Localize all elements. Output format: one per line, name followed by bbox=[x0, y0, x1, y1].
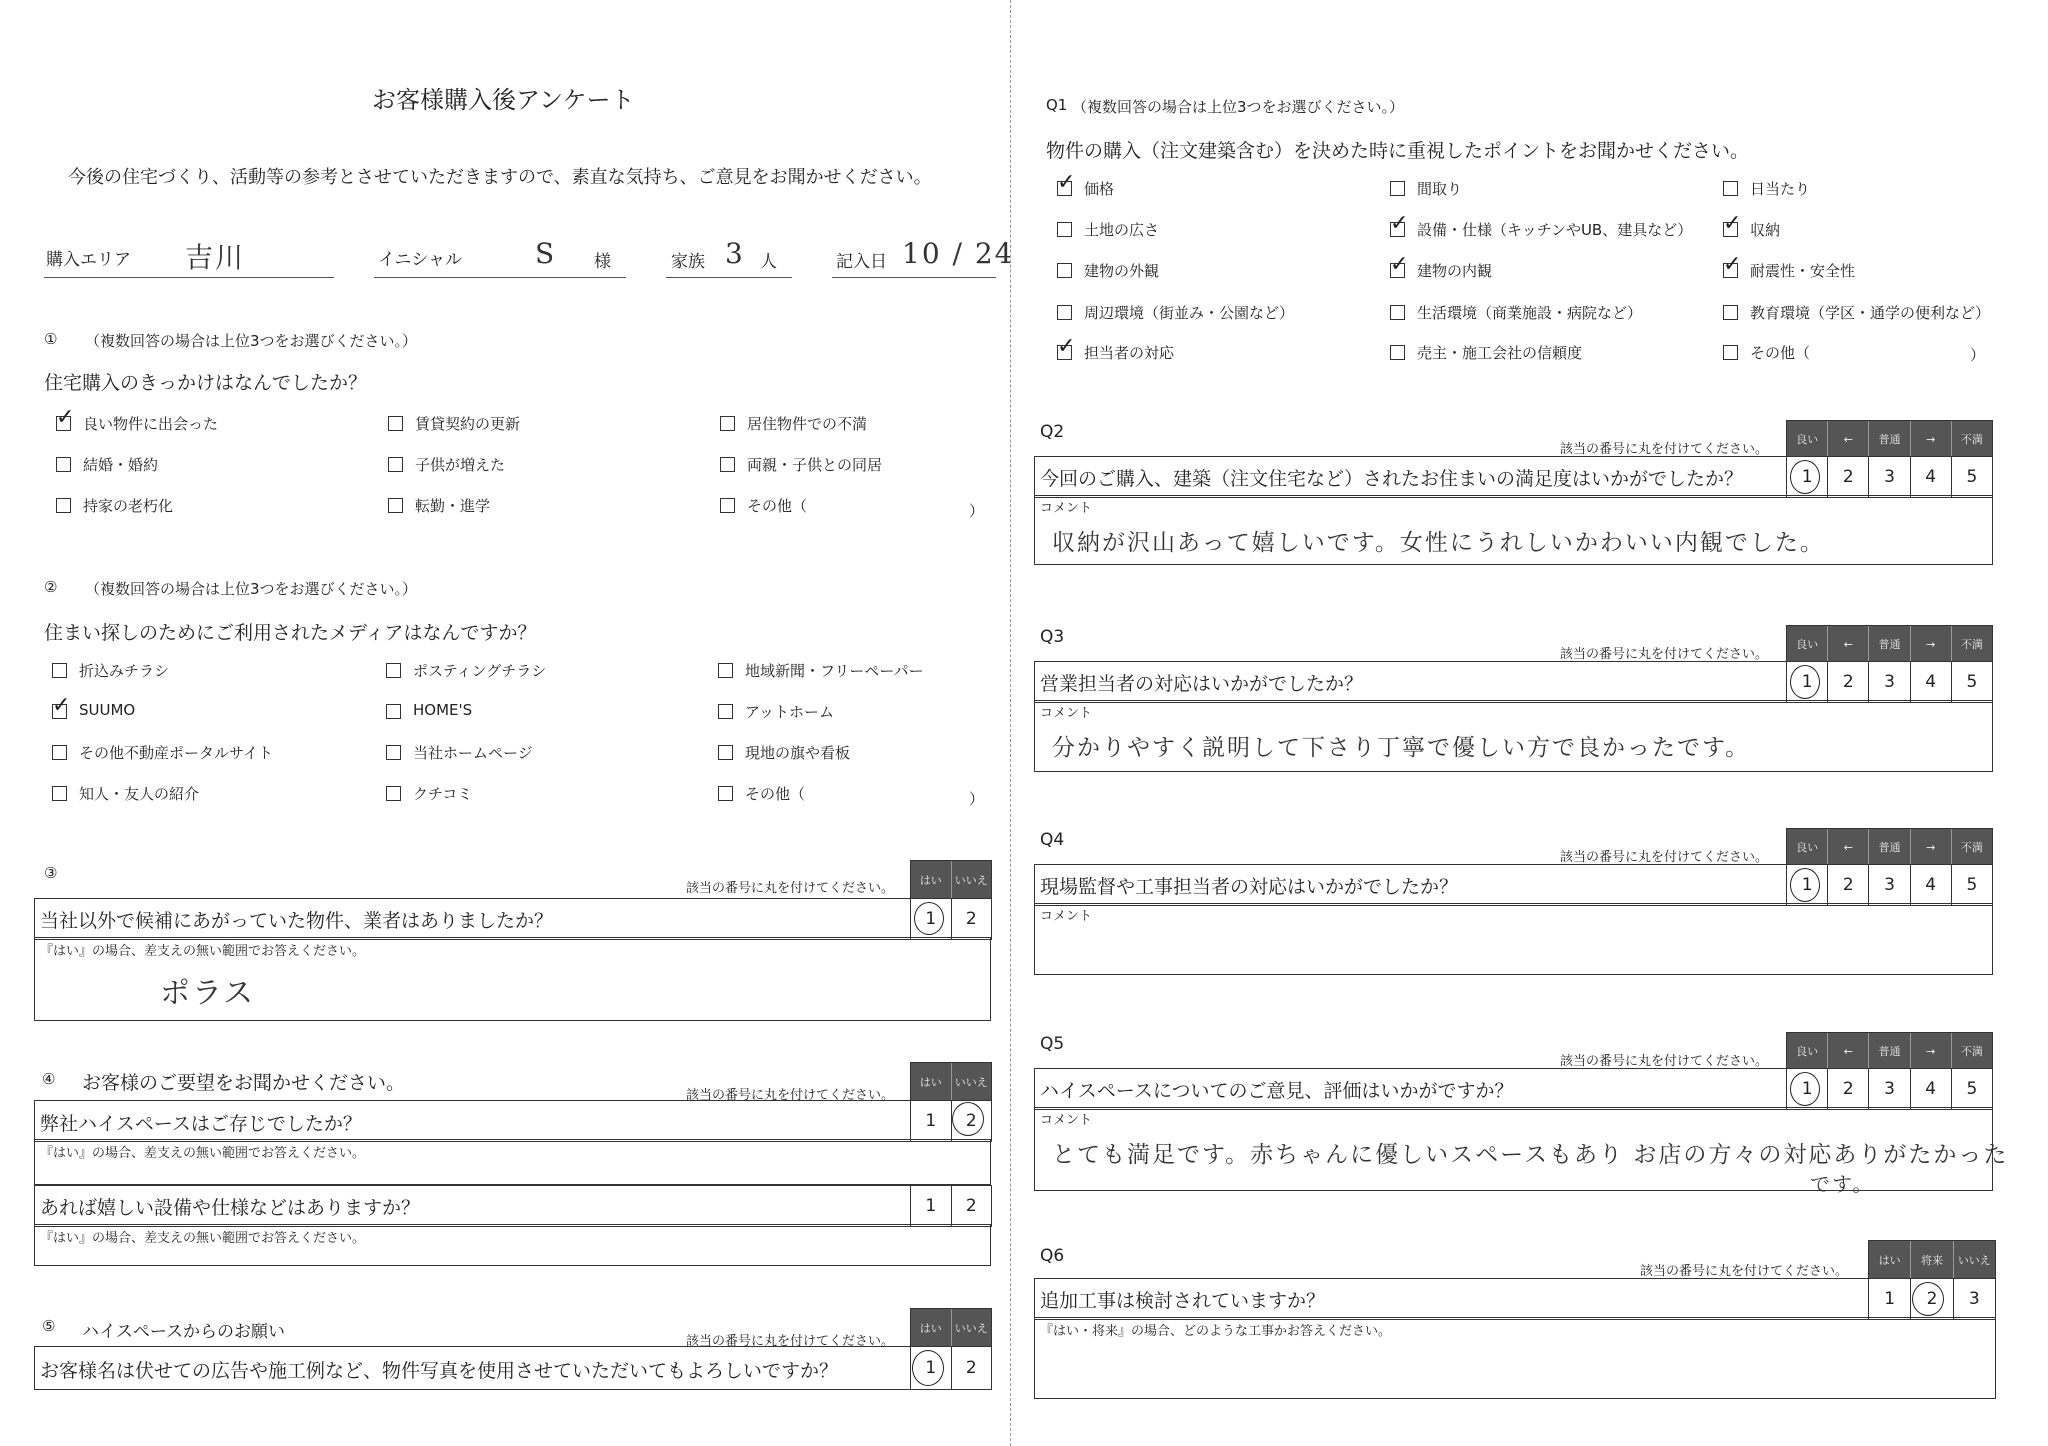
s1-checkbox-3[interactable] bbox=[720, 416, 735, 431]
s4-q2-option-2[interactable]: 2 bbox=[951, 1186, 992, 1226]
q1-option-label: 売主・施工会社の信頼度 bbox=[1417, 344, 1583, 362]
q6-header-future: 将来 bbox=[1910, 1241, 1952, 1279]
q5-comment-label: コメント bbox=[1040, 1113, 1093, 1128]
q3-selected-circle bbox=[1790, 665, 1820, 699]
q1-checkbox-14[interactable] bbox=[1390, 345, 1405, 360]
s3-yes-note: 『はい』の場合、差支えの無い範囲でお答えください。 bbox=[40, 944, 366, 959]
q6-selected-circle bbox=[1912, 1282, 1944, 1316]
q1-checkbox-5[interactable] bbox=[1390, 222, 1405, 237]
rating-header-cell: 不満 bbox=[1951, 421, 1992, 457]
initial-suffix: 様 bbox=[594, 252, 611, 272]
yes-header: はい bbox=[919, 1076, 942, 1089]
no-header: いいえ bbox=[951, 1063, 992, 1101]
q3-rating-header bbox=[1786, 625, 1993, 662]
q1-option-label: 耐震性・安全性 bbox=[1750, 262, 1856, 280]
q1-question: 物件の購入（注文建築含む）を決めた時に重視したポイントをお聞かせください。 bbox=[1046, 140, 1750, 162]
q1-checkbox-13[interactable] bbox=[1057, 345, 1072, 360]
s1-option-label: 両親・子供との同居 bbox=[747, 456, 883, 474]
s2-option-label: その他（ bbox=[745, 785, 806, 803]
rating-header-cell: 不満 bbox=[1951, 829, 1992, 865]
s2-checkbox-5[interactable] bbox=[386, 704, 401, 719]
q4-comment-box[interactable] bbox=[1034, 903, 1993, 975]
q2-label: Q2 bbox=[1040, 422, 1065, 442]
q4-circle-note: 該当の番号に丸を付けてください。 bbox=[1560, 850, 1769, 865]
q3-comment-label: コメント bbox=[1040, 706, 1093, 721]
s1-checkbox-2[interactable] bbox=[388, 416, 403, 431]
q5-comment-continued: です。 bbox=[1810, 1172, 1875, 1196]
s2-question: 住まい探しのためにご利用されたメディアはなんですか？ bbox=[44, 622, 537, 644]
rating-header-cell: 良い bbox=[1796, 433, 1819, 446]
s2-option-label: クチコミ bbox=[413, 785, 473, 803]
q1-checkbox-10[interactable] bbox=[1057, 305, 1072, 320]
s1-option-label: その他（ bbox=[747, 497, 808, 515]
q5-rating-option-5[interactable]: 5 bbox=[1951, 1069, 1992, 1109]
s2-checkbox-12[interactable] bbox=[718, 786, 733, 801]
s1-question: 住宅購入のきっかけはなんでしたか？ bbox=[44, 372, 368, 394]
s3-answer: ポラス bbox=[160, 976, 256, 1011]
rating-header-cell: → bbox=[1910, 421, 1951, 457]
q1-label: Q1 bbox=[1046, 96, 1068, 114]
s2-option-label: ポスティングチラシ bbox=[413, 662, 547, 680]
q1-checkbox-15[interactable] bbox=[1723, 345, 1738, 360]
q2-question: 今回のご購入、建築（注文住宅など）されたお住まいの満足度はいかがでしたか？ bbox=[1040, 468, 1744, 490]
q3-rating-option-2[interactable]: 2 bbox=[1827, 662, 1868, 702]
q5-rating-option-2[interactable]: 2 bbox=[1827, 1069, 1868, 1109]
q4-rating-option-5[interactable]: 5 bbox=[1951, 865, 1992, 905]
s4-q2-question: あれば嬉しい設備や仕様などはありますか？ bbox=[40, 1197, 421, 1219]
page-fold-line bbox=[1010, 0, 1011, 1446]
s3-number: ③ bbox=[44, 864, 58, 882]
q3-rating-option-5[interactable]: 5 bbox=[1951, 662, 1992, 702]
q6-header bbox=[1868, 1240, 1996, 1279]
q1-option-label: 建物の外観 bbox=[1084, 262, 1160, 280]
q1-option-label: 教育環境（学区・通学の便利など） bbox=[1750, 304, 1991, 322]
q4-label: Q4 bbox=[1040, 830, 1065, 850]
s1-checkbox-4[interactable] bbox=[56, 457, 71, 472]
q1-option-label: 間取り bbox=[1417, 180, 1463, 198]
no-header: いいえ bbox=[951, 1309, 992, 1347]
s3-circle-note: 該当の番号に丸を付けてください。 bbox=[686, 881, 895, 896]
q1-option-label: 日当たり bbox=[1750, 180, 1811, 198]
rating-header-cell: ← bbox=[1827, 829, 1868, 865]
date-value: 10 / 24 bbox=[902, 237, 1015, 270]
s1-option-label: 結婚・婚約 bbox=[83, 456, 159, 474]
s1-number: ① bbox=[44, 330, 58, 348]
q5-rating-option-1[interactable]: 1 bbox=[1801, 1079, 1813, 1099]
q1-option-label: 建物の内観 bbox=[1417, 262, 1493, 280]
s2-option-label: アットホーム bbox=[745, 703, 834, 721]
q2-comment-label: コメント bbox=[1040, 501, 1093, 516]
q4-rating-option-3[interactable]: 3 bbox=[1868, 865, 1909, 905]
s2-option-label: SUUMO bbox=[79, 701, 136, 719]
q2-selected-circle bbox=[1790, 460, 1820, 494]
s1-checkbox-6[interactable] bbox=[720, 457, 735, 472]
s3-selected-circle bbox=[914, 902, 944, 935]
q6-option-2[interactable]: 2 bbox=[1910, 1279, 1952, 1319]
s1-option-label: 子供が増えた bbox=[415, 456, 506, 474]
q1-checkbox-6[interactable] bbox=[1723, 222, 1738, 237]
area-value: 吉川 bbox=[185, 241, 246, 274]
initial-value: S bbox=[535, 237, 557, 270]
q4-rating-option-4[interactable]: 4 bbox=[1910, 865, 1951, 905]
q1-checkbox-2[interactable] bbox=[1390, 181, 1405, 196]
s1-other-close: ） bbox=[969, 502, 985, 520]
s1-option-label: 賃貸契約の更新 bbox=[415, 415, 521, 433]
yes-header: はい bbox=[919, 874, 942, 887]
q1-checkbox-11[interactable] bbox=[1390, 305, 1405, 320]
s2-note: （複数回答の場合は上位3つをお選びください。） bbox=[85, 580, 418, 598]
s5-title: ハイスペースからのお願い bbox=[82, 1322, 285, 1342]
q5-rating-option-4[interactable]: 4 bbox=[1910, 1069, 1951, 1109]
s2-checkbox-6[interactable] bbox=[718, 704, 733, 719]
q3-comment: 分かりやすく説明して下さり丁寧で優しい方で良かったです。 bbox=[1052, 735, 1751, 761]
q6-option-1[interactable]: 1 bbox=[1884, 1289, 1896, 1309]
intro-text: 今後の住宅づくり、活動等の参考とさせていただきますので、素直な気持ち、ご意見をお聞かせください。 bbox=[68, 167, 932, 188]
q1-checkbox-1[interactable] bbox=[1057, 181, 1072, 196]
s1-checkbox-9[interactable] bbox=[720, 498, 735, 513]
q1-option-label: 設備・仕様（キッチンやUB、建具など） bbox=[1417, 221, 1693, 239]
s2-checkbox-3[interactable] bbox=[718, 663, 733, 678]
s3-option-1[interactable]: 1 bbox=[925, 909, 937, 929]
s1-note: （複数回答の場合は上位3つをお選びください。） bbox=[85, 332, 418, 350]
s5-selected-circle bbox=[912, 1350, 944, 1386]
rating-header-cell: 良い bbox=[1796, 841, 1819, 854]
s4-q2-option-1[interactable]: 1 bbox=[925, 1196, 937, 1216]
s1-checkbox-5[interactable] bbox=[388, 457, 403, 472]
s2-option-label: 地域新聞・フリーペーパー bbox=[745, 662, 924, 680]
q5-circle-note: 該当の番号に丸を付けてください。 bbox=[1560, 1054, 1769, 1069]
rating-header-cell: 普通 bbox=[1868, 626, 1909, 662]
rating-header-cell: 不満 bbox=[1951, 1033, 1992, 1069]
q4-comment-label: コメント bbox=[1040, 909, 1093, 924]
family-value: 3 bbox=[725, 237, 745, 270]
q1-checkbox-7[interactable] bbox=[1057, 263, 1072, 278]
q6-label: Q6 bbox=[1040, 1246, 1065, 1266]
q1-option-label: 生活環境（商業施設・病院など） bbox=[1417, 304, 1643, 322]
s2-checkbox-4[interactable] bbox=[52, 704, 67, 719]
s1-checkbox-1[interactable] bbox=[56, 416, 71, 431]
s1-option-label: 良い物件に出会った bbox=[83, 415, 219, 433]
s1-checkbox-8[interactable] bbox=[388, 498, 403, 513]
s2-checkbox-9[interactable] bbox=[718, 745, 733, 760]
s1-checkbox-7[interactable] bbox=[56, 498, 71, 513]
s5-header bbox=[910, 1308, 992, 1347]
q1-option-label: 土地の広さ bbox=[1084, 221, 1160, 239]
s3-option-2[interactable]: 2 bbox=[951, 899, 992, 939]
s3-question: 当社以外で候補にあがっていた物件、業者はありましたか？ bbox=[40, 910, 554, 932]
s5-option-2[interactable]: 2 bbox=[951, 1347, 992, 1389]
s4-q1-option-2[interactable]: 2 bbox=[951, 1101, 992, 1141]
yes-header: はい bbox=[919, 1322, 942, 1335]
rating-header-cell: ← bbox=[1827, 421, 1868, 457]
family-label: 家族 bbox=[671, 252, 705, 272]
q5-label: Q5 bbox=[1040, 1034, 1065, 1054]
s2-number: ② bbox=[44, 578, 58, 596]
rating-header-cell: → bbox=[1910, 626, 1951, 662]
q6-header-no: いいえ bbox=[1953, 1241, 1995, 1279]
q4-rating-option-1[interactable]: 1 bbox=[1801, 875, 1813, 895]
s2-other-close: ） bbox=[969, 790, 985, 808]
q1-checkbox-9[interactable] bbox=[1723, 263, 1738, 278]
family-suffix: 人 bbox=[760, 252, 777, 272]
q1-checkbox-12[interactable] bbox=[1723, 305, 1738, 320]
s4-number: ④ bbox=[42, 1070, 56, 1088]
q4-rating-header bbox=[1786, 828, 1993, 865]
s4-title: お客様のご要望をお聞かせください。 bbox=[82, 1072, 406, 1094]
s2-option-label: その他不動産ポータルサイト bbox=[79, 744, 273, 762]
q5-rating-header bbox=[1786, 1032, 1993, 1069]
q5-comment: とても満足です。赤ちゃんに優しいスペースもあり お店の方々の対応ありがたかった bbox=[1052, 1142, 2009, 1168]
rating-header-cell: ← bbox=[1827, 626, 1868, 662]
s2-option-label: 折込みチラシ bbox=[79, 662, 170, 680]
q1-checkbox-8[interactable] bbox=[1390, 263, 1405, 278]
date-label: 記入日 bbox=[836, 252, 887, 272]
q1-option-label: その他（ bbox=[1750, 344, 1811, 362]
q5-rating-option-3[interactable]: 3 bbox=[1868, 1069, 1909, 1109]
s4-circle-note: 該当の番号に丸を付けてください。 bbox=[686, 1088, 895, 1103]
rating-header-cell: 普通 bbox=[1868, 1033, 1909, 1069]
q6-header-yes: はい bbox=[1878, 1254, 1901, 1267]
q1-other-close: ） bbox=[1970, 346, 1986, 364]
q3-rating-option-3[interactable]: 3 bbox=[1868, 662, 1909, 702]
page-title: お客様購入後アンケート bbox=[372, 86, 635, 114]
q5-question: ハイスペースについてのご意見、評価はいかがですか？ bbox=[1040, 1080, 1514, 1102]
s5-circle-note: 該当の番号に丸を付けてください。 bbox=[686, 1334, 895, 1349]
rating-header-cell: 不満 bbox=[1951, 626, 1992, 662]
q6-question: 追加工事は検討されていますか？ bbox=[1040, 1290, 1326, 1312]
q3-rating-option-4[interactable]: 4 bbox=[1910, 662, 1951, 702]
q2-rating-option-4[interactable]: 4 bbox=[1910, 457, 1951, 497]
s2-option-label: 現地の旗や看板 bbox=[745, 744, 851, 762]
q3-question: 営業担当者の対応はいかがでしたか？ bbox=[1040, 673, 1364, 695]
q4-question: 現場監督や工事担当者の対応はいかがでしたか？ bbox=[1040, 876, 1459, 898]
rating-header-cell: → bbox=[1910, 829, 1951, 865]
q1-checkbox-4[interactable] bbox=[1057, 222, 1072, 237]
s2-checkbox-11[interactable] bbox=[386, 786, 401, 801]
rating-header-cell: 普通 bbox=[1868, 421, 1909, 457]
s4-q2-options bbox=[910, 1185, 992, 1227]
q6-circle-note: 該当の番号に丸を付けてください。 bbox=[1640, 1264, 1849, 1279]
s4-q2-yes-note: 『はい』の場合、差支えの無い範囲でお答えください。 bbox=[40, 1231, 366, 1246]
s4-q1-selected-circle bbox=[952, 1102, 984, 1136]
s4-q1-option-1[interactable]: 1 bbox=[925, 1111, 937, 1131]
q3-circle-note: 該当の番号に丸を付けてください。 bbox=[1560, 647, 1769, 662]
s2-checkbox-10[interactable] bbox=[52, 786, 67, 801]
s1-option-label: 転勤・進学 bbox=[415, 497, 491, 515]
rating-header-cell: 良い bbox=[1796, 1045, 1819, 1058]
q2-comment: 収納が沢山あって嬉しいです。女性にうれしいかわいい内観でした。 bbox=[1052, 530, 1825, 556]
rating-header-cell: 普通 bbox=[1868, 829, 1909, 865]
q1-option-label: 周辺環境（街並み・公園など） bbox=[1084, 304, 1295, 322]
rating-header-cell: 良い bbox=[1796, 638, 1819, 651]
area-label: 購入エリア bbox=[46, 250, 131, 270]
initial-label: イニシャル bbox=[378, 250, 462, 270]
s2-checkbox-1[interactable] bbox=[52, 663, 67, 678]
s2-checkbox-8[interactable] bbox=[386, 745, 401, 760]
s5-question: お客様名は伏せての広告や施工例など、物件写真を使用させていただいてもよろしいですか？ bbox=[40, 1360, 839, 1382]
q2-rating-option-2[interactable]: 2 bbox=[1827, 457, 1868, 497]
q6-option-3[interactable]: 3 bbox=[1953, 1279, 1995, 1319]
s2-option-label: HOME'S bbox=[413, 701, 473, 719]
rating-header-cell: → bbox=[1910, 1033, 1951, 1069]
s4-q1-question: 弊社ハイスペースはご存じでしたか？ bbox=[40, 1113, 362, 1135]
s2-checkbox-2[interactable] bbox=[386, 663, 401, 678]
s3-header bbox=[910, 860, 992, 899]
q4-rating-option-2[interactable]: 2 bbox=[1827, 865, 1868, 905]
s1-option-label: 居住物件での不満 bbox=[747, 415, 868, 433]
q3-label: Q3 bbox=[1040, 627, 1065, 647]
s5-option-1[interactable]: 1 bbox=[925, 1358, 937, 1378]
q1-option-label: 収納 bbox=[1750, 221, 1781, 239]
q6-note: 『はい・将来』の場合、どのような工事かお答えください。 bbox=[1040, 1324, 1392, 1339]
s4-header bbox=[910, 1062, 992, 1101]
s1-option-label: 持家の老朽化 bbox=[83, 497, 174, 515]
rating-header-cell: ← bbox=[1827, 1033, 1868, 1069]
q2-rating-header bbox=[1786, 420, 1993, 457]
q2-circle-note: 該当の番号に丸を付けてください。 bbox=[1560, 442, 1769, 457]
q5-selected-circle bbox=[1790, 1072, 1820, 1106]
q4-selected-circle bbox=[1790, 868, 1820, 902]
q3-rating-option-1[interactable]: 1 bbox=[1801, 672, 1813, 692]
q1-option-label: 担当者の対応 bbox=[1084, 344, 1175, 362]
s5-number: ⑤ bbox=[42, 1317, 56, 1335]
q1-checkbox-3[interactable] bbox=[1723, 181, 1738, 196]
s2-checkbox-7[interactable] bbox=[52, 745, 67, 760]
q1-note: （複数回答の場合は上位3つをお選びください。） bbox=[1072, 98, 1405, 116]
q2-rating-option-5[interactable]: 5 bbox=[1951, 457, 1992, 497]
q2-rating-option-1[interactable]: 1 bbox=[1801, 467, 1813, 487]
q1-option-label: 価格 bbox=[1084, 180, 1115, 198]
s2-option-label: 当社ホームページ bbox=[413, 744, 533, 762]
s4-q1-yes-note: 『はい』の場合、差支えの無い範囲でお答えください。 bbox=[40, 1146, 366, 1161]
no-header: いいえ bbox=[951, 861, 992, 899]
q2-rating-option-3[interactable]: 3 bbox=[1868, 457, 1909, 497]
s2-option-label: 知人・友人の紹介 bbox=[79, 785, 200, 803]
